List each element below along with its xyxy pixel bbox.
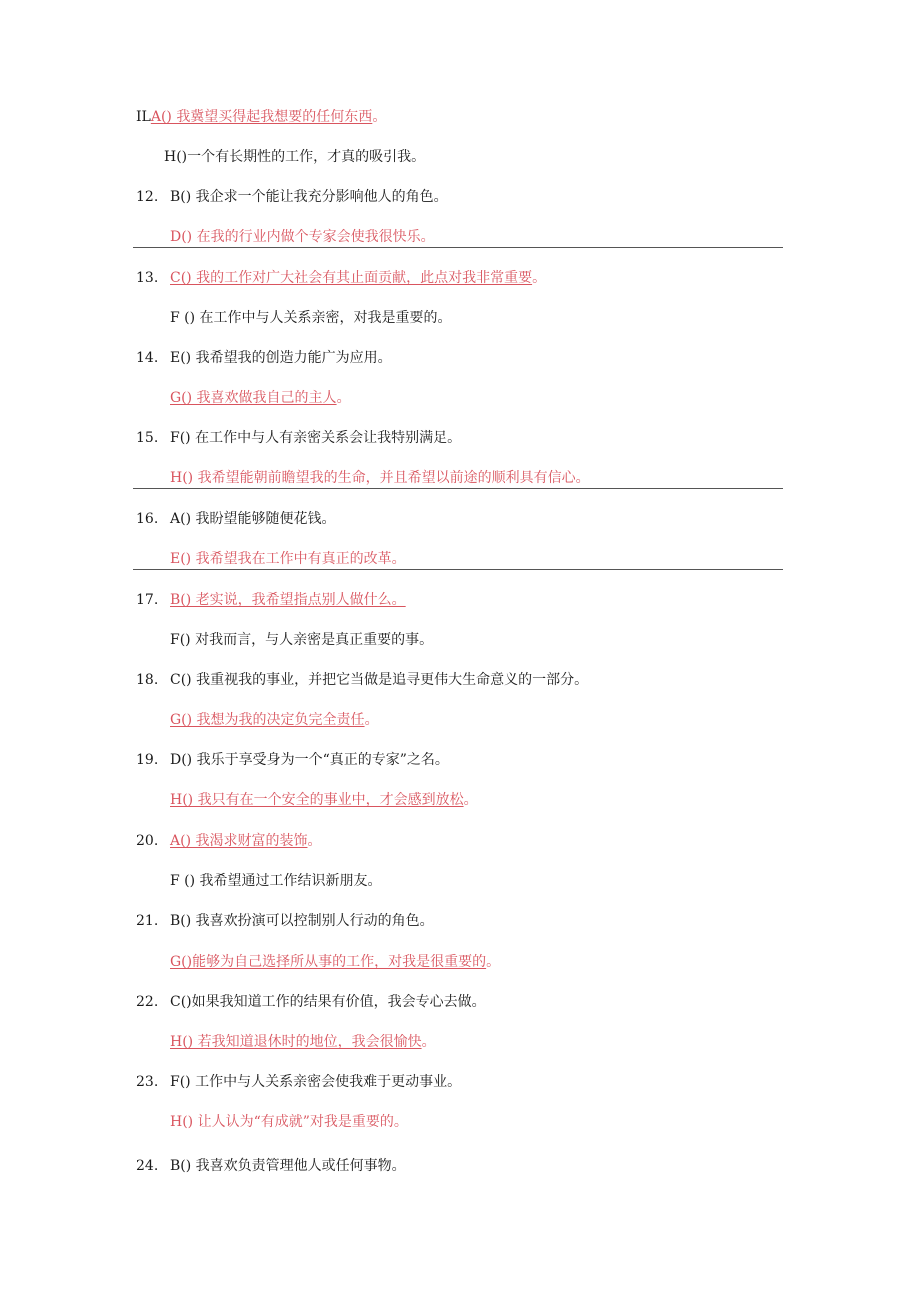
question-line: [136, 349, 392, 367]
option-text: H() 若我知道退休时的地位，我会很愉快: [170, 1034, 422, 1050]
question-number: 12.: [136, 189, 159, 205]
question-line: [136, 1157, 406, 1175]
option-text: A() 我渴求财富的装饰: [170, 833, 308, 849]
option-suffix: 。: [307, 833, 322, 849]
option-text: F () 在工作中与人关系亲密，对我是重要的。: [170, 310, 452, 326]
question-line: [136, 1073, 461, 1091]
option-suffix: 。: [421, 1034, 436, 1050]
option-suffix: 。: [532, 270, 547, 286]
question-line: [136, 188, 448, 206]
option-text: E() 我希望我的创造力能广为应用。: [170, 350, 392, 366]
question-line: [136, 671, 588, 689]
option-text: A() 我冀望买得起我想要的任何东西: [150, 109, 373, 125]
option-suffix: 。: [486, 954, 501, 970]
divider-rule: [133, 247, 783, 248]
question-line: [136, 510, 335, 528]
option-text: C() 我重视我的事业，并把它当做是追寻更伟大生命意义的一部分。: [170, 672, 589, 688]
option-line: [170, 389, 351, 407]
question-number: 16.: [136, 511, 159, 527]
question-number: 14.: [136, 350, 159, 366]
option-text: C()如果我知道工作的结果有价值，我会专心去做。: [170, 994, 486, 1010]
option-text: D() 我乐于享受身为一个“真正的专家”之名。: [170, 752, 449, 768]
option-text: H() 让人认为“有成就”对我是重要的。: [170, 1114, 408, 1130]
option-text: G()能够为自己选择所从事的工作，对我是很重要的: [170, 954, 487, 970]
option-suffix: 。: [336, 390, 351, 406]
option-line: [170, 228, 435, 246]
option-text: B() 老实说，我希望指点别人做什么。: [170, 592, 406, 608]
option-text: C() 我的工作对广大社会有其止面贡献，此点对我非常重要: [170, 270, 533, 286]
question-line: [136, 751, 449, 769]
question-line: [136, 269, 546, 287]
question-number: 20.: [136, 833, 159, 849]
option-line: [170, 872, 382, 890]
question-line: [136, 993, 486, 1011]
question-number: 21.: [136, 913, 159, 929]
question-line: [136, 832, 321, 850]
question-number: 19.: [136, 752, 159, 768]
option-suffix: 。: [372, 109, 387, 125]
divider-rule: [133, 488, 783, 489]
option-line: [170, 309, 452, 327]
option-text: G() 我喜欢做我自己的主人: [170, 390, 337, 406]
question-number: 17.: [136, 592, 159, 608]
option-line: [136, 108, 386, 126]
divider-rule: [133, 569, 783, 570]
option-line: [170, 631, 433, 649]
option-text: D() 在我的行业内做个专家会使我很快乐。: [170, 229, 435, 245]
option-line: [170, 550, 406, 568]
option-text: B() 我喜欢扮演可以控制别人行动的角色。: [170, 913, 434, 929]
option-line: [170, 1113, 408, 1131]
option-text: F () 我希望通过工作结识新朋友。: [170, 873, 382, 889]
question-line: [136, 591, 406, 609]
question-number: 15.: [136, 430, 159, 446]
option-text: F() 对我而言，与人亲密是真正重要的事。: [170, 632, 434, 648]
option-text: H() 我只有在一个安全的事业中，才会感到放松: [170, 792, 464, 808]
option-line: [170, 953, 500, 971]
option-text: E() 我希望我在工作中有真正的改革。: [170, 551, 406, 567]
option-line: [170, 711, 379, 729]
option-suffix: 。: [364, 712, 379, 728]
option-text: H() 我希望能朝前瞻望我的生命，并且希望以前途的顺利具有信心。: [170, 470, 590, 486]
question-line: [136, 912, 434, 930]
option-line: [170, 1033, 436, 1051]
question-number: 23.: [136, 1074, 159, 1090]
question-number: 13.: [136, 270, 159, 286]
option-text: H()一个有长期性的工作，才真的吸引我。: [164, 149, 426, 165]
question-number: 24.: [136, 1158, 159, 1174]
option-text: F() 工作中与人关系亲密会使我难于更动事业。: [170, 1074, 462, 1090]
option-line: [170, 791, 478, 809]
question-line: [136, 429, 461, 447]
question-number: 22.: [136, 994, 159, 1010]
question-number: 18.: [136, 672, 159, 688]
option-text: B() 我企求一个能让我充分影响他人的角色。: [170, 189, 448, 205]
option-text: F() 在工作中与人有亲密关系会让我特别满足。: [170, 430, 462, 446]
option-text: G() 我想为我的决定负完全责任: [170, 712, 365, 728]
option-line: [170, 469, 590, 487]
option-suffix: 。: [463, 792, 478, 808]
option-line: [164, 148, 425, 166]
option-text: B() 我喜欢负责管理他人或任何事物。: [170, 1158, 406, 1174]
option-text: A() 我盼望能够随便花钱。: [170, 511, 336, 527]
item-prefix: IL: [136, 109, 151, 125]
